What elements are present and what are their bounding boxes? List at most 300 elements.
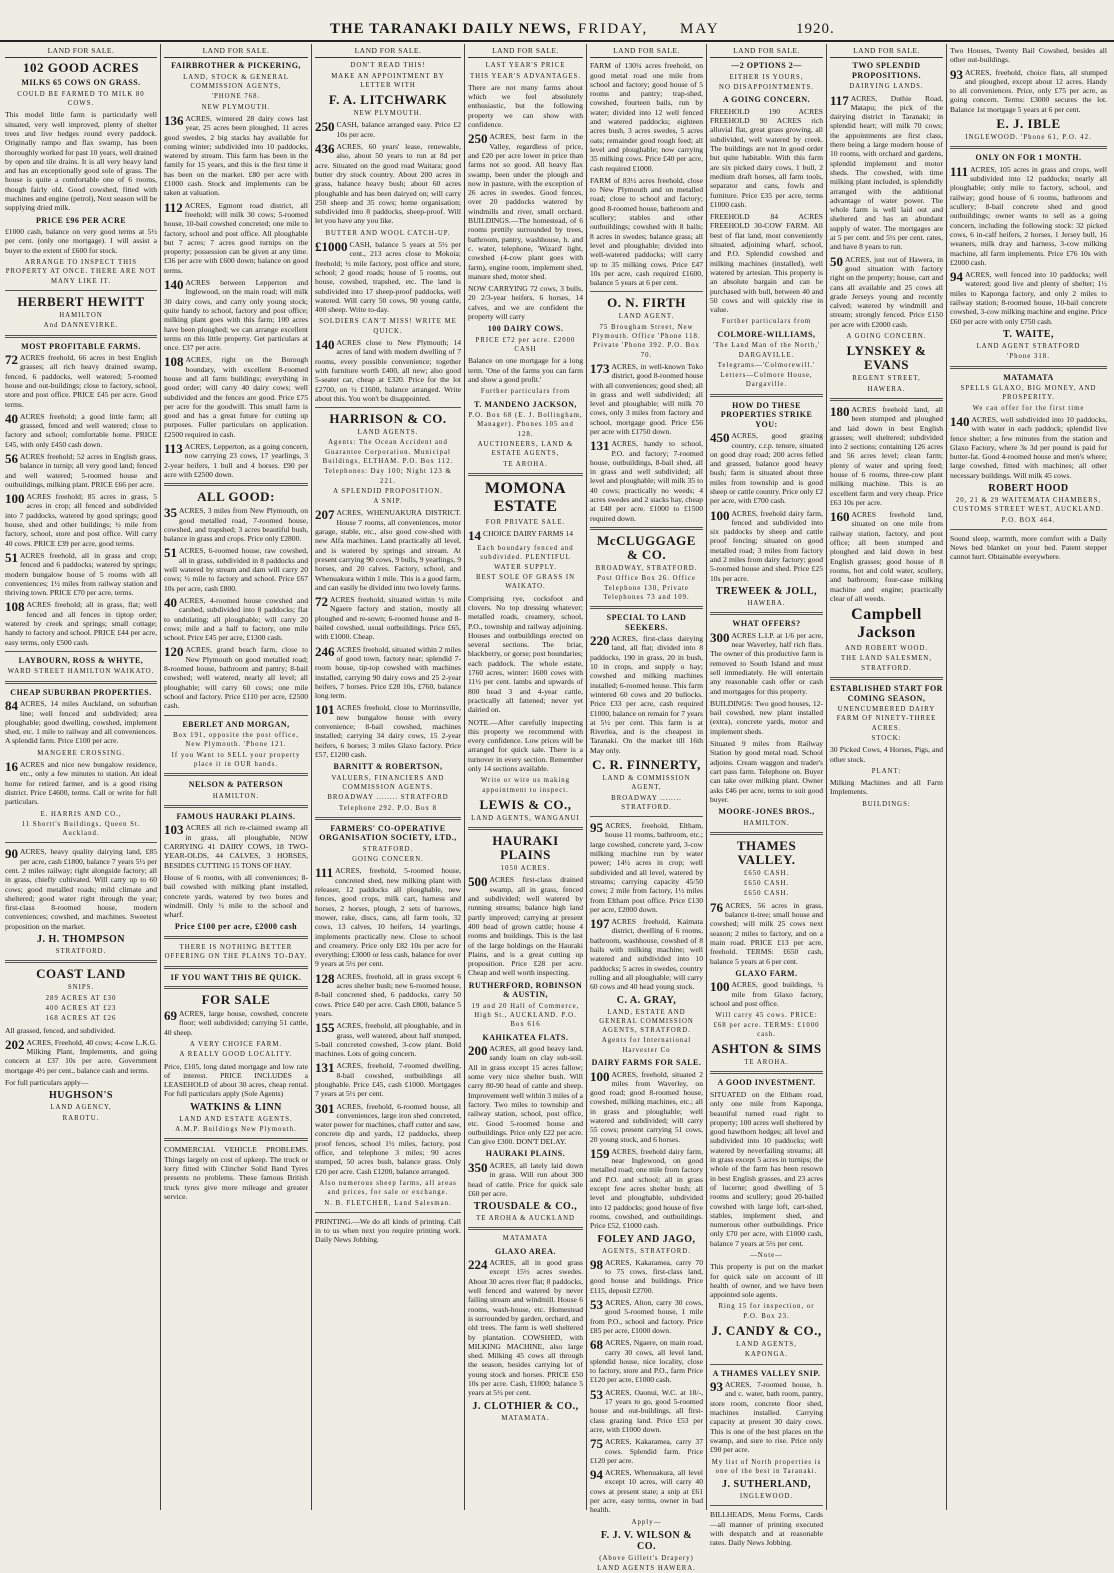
ad-separator: [950, 529, 1107, 530]
issue-year: 1920.: [796, 21, 835, 37]
advertiser-heading: 102 GOOD ACRES: [22, 60, 140, 76]
ad-separator: [590, 816, 703, 817]
caption-line: HAWERA.: [747, 599, 786, 607]
caption-line: If you Want to SELL your property place it in OUR hands.: [171, 751, 301, 768]
caption-line: STRATFORD.: [362, 845, 414, 853]
listing-text: ACRES, heavy quality dairying land, £85 per acre, cash £1800, balance 7 years 5½ per cent. 2 miles railway; right alongside factory; all in grass, chiefly cultivated. Will carry up to 60 cows; good metalled roads; mild climate and sheltered; good water right through the year; first-class 8-roomed house, modern conveniences; cowshed, and machines. Sweetest proposition on the market.: [5, 847, 157, 931]
ad-double-separator: [164, 936, 308, 939]
advertiser-heading: A GOING CONCERN.: [722, 95, 811, 105]
ad-double-separator: [590, 606, 703, 609]
advertiser-heading: HUGHSON'S: [49, 1090, 113, 1102]
acreage-figure: 350: [468, 1159, 488, 1175]
caption-line: A SPLENDID PROPOSITION.: [333, 487, 443, 495]
listing-ad: [5, 1038, 157, 1075]
caption-line: Box 191, opposite the post office, New Plymouth. 'Phone 121.: [173, 732, 299, 749]
listing-text: ACRES, freehold, all ploughable, and in grass, well watered, about half stumped, 5-bail concreted cowshed, 3-cow plant. Bold machines. Lots of going concern.: [315, 1021, 461, 1059]
acreage-figure: 111: [315, 865, 334, 881]
newspaper-title: THE TARANAKI DAILY NEWS,: [330, 21, 572, 37]
ad-separator: [5, 651, 157, 652]
listing-text: ACRES, Ngaere, on main road, carry 30 cows, all level land, splendid house, nice locality, close to factory, store and P.O., farm Price £120 per acre, £1000 cash.: [590, 1338, 703, 1385]
acreage-figure: 16: [5, 759, 18, 775]
caption-line: HAMILTON.: [743, 819, 790, 827]
acreage-figure: 76: [710, 899, 723, 915]
listing-ad: [590, 1388, 703, 1434]
listing-ad: [315, 645, 461, 701]
listing-text: ACRES, freehold, choice flats, all stumped and ploughed, except about 12 acres. Handy to all conveniences. Price, only £75 per acre, as going concern. Terms: £3000 secures the lot. Balance 1st mortgage 5 years at 6 per cent.: [950, 67, 1107, 114]
acreage-figure: 200: [468, 1043, 488, 1059]
listing-text: CASH, balance 5 years at 5½ per cent., 213 acres close to Mokoia; freehold; ½ mile factory, post office and store, school; 2 good roads; house of 5 rooms, out house, cowshed, trapshed, etc. The land is subdivided into 17 sheep-proof paddocks, well watered. Will carry 50 cows, 90 young cattle, 400 sheep. Write to-day.: [315, 240, 461, 315]
acreage-figure: 220: [590, 633, 610, 649]
acreage-figure: 500: [468, 874, 488, 890]
advertiser-heading: F. A. LITCHWARK: [328, 92, 448, 108]
listing-text: ACRES, in well-known Toko district, good 8-roomed house with all conveniences; good shed; all in grass and well subdivided; all level and ploughable; will milk 70 cows, only 3 miles from factory and school, mortgage good. Price £56 per acre with £1750 down.: [590, 361, 703, 436]
acreage-figure: 173: [590, 360, 610, 376]
advertiser-heading: C. A. GRAY,: [616, 994, 677, 1006]
advertiser-heading: ROBERT HOOD: [988, 482, 1069, 494]
issue-month: MAY: [680, 21, 720, 37]
listing-ad: [590, 1338, 703, 1384]
listing-text: CASH, balance arranged easy. Price £2 10s per acre.: [336, 120, 461, 139]
acreage-figure: 108: [5, 599, 25, 615]
caption-line: Further particulars from: [721, 318, 812, 326]
listing-text: BILLHEADS, Menu Forms, Cards—all manner of printing executed with despatch and at reasonable rates. Daily News Jobbing.: [710, 1510, 823, 1548]
masthead-rule: [0, 40, 1114, 42]
advertiser-heading: C. R. FINNERTY,: [592, 757, 701, 772]
listing-ad: [315, 1102, 461, 1176]
listing-ad: [590, 439, 703, 523]
caption-line: E. HARRIS AND CO.,: [40, 810, 122, 818]
listing-ad: [950, 46, 1107, 65]
caption-line: TE AROHA.: [503, 460, 548, 468]
acreage-figure: 95: [590, 820, 603, 836]
acreage-figure: 100: [710, 979, 730, 995]
caption-line: £650 CASH.: [743, 880, 790, 888]
listing-text: ACRES, 60 years' lease, renewable, also, about 50 years to run at 8d per acre. Situated on the good road Waitara; good butter dry stock country. About 200 acres in grass, balance heavy bush; about 60 acres ploughable and has been dairyed on; will carry 250 sheep and 35 cows; home organisation; subdivided into 8 paddocks, sheep-proof. Will let you have any you like.: [315, 142, 461, 226]
listing-ad: [5, 1026, 157, 1035]
caption-line: NO DISAPPOINTMENTS.: [719, 84, 814, 92]
listing-text: ACRES all rich re-claimed swamp all in grass, all ploughable, NOW CARRYING 41 DAIRY COWS, 18 TWO-YEAR-OLDS, 44 CALVES, 3 HORSES, BESIDES CUTTING 15 TONS OF HAY.: [164, 823, 308, 870]
listing-ad: [710, 980, 823, 1008]
caption-line: INGLEWOOD.: [739, 1493, 794, 1501]
listing-text: ACRES, Freehold, 40 cows; 4-cow L.K.G. Milking Plant, Implements, and going concern at £37 10s per acre. Government mortgage 4½ per cent., balance cash and terms.: [5, 1037, 157, 1075]
caption-line: Will carry 45 cows. PRICE: £68 per acre. TERMS: £1000 cash.: [713, 1012, 820, 1038]
advertiser-heading: ASHTON & SIMS: [711, 1041, 822, 1057]
ad-double-separator: [468, 473, 583, 476]
advertiser-heading: A THAMES VALLEY SNIP.: [712, 1368, 821, 1378]
listing-text: ACRES, freehold dairy farm, near Inglewood, on good metalled road; one mile from factory and P.O. and school; all in grass except few acres shelter bush; all level and ploughable, subdivided into 12 paddocks; good house of five rooms, cowshed, and outbuildings. Price £52, £1000 cash.: [590, 1146, 703, 1231]
listing-ad: [5, 1078, 157, 1087]
caption-line: £650 CASH.: [743, 890, 790, 898]
column-heading: LAND FOR SALE.: [590, 44, 703, 58]
listing-text: ACRES, all good heavy land, sandy loam on clay sub-soil. All in grass except 15 acres fallow; some very nice shelter bush. Will carry 80-90 head of cattle and sheep. Improvement well within 3 miles of a factory. Two miles to township and railway station, school, post office, etc. Good 5-roomed house and outbuildings. Price only £22 per acre. Can give £300. DON'T DELAY.: [468, 1044, 583, 1147]
acreage-figure: 93: [710, 1379, 723, 1395]
advertiser-heading: COLMORE-WILLIAMS,: [717, 329, 816, 339]
acreage-figure: 84: [5, 698, 18, 714]
listing-text: ACRES, freehold, situated 2 miles from Waverley, on good road; good 8-roomed house, cowshed, milking machines, etc.; all in grass and ploughable; well watered and subdivided; will carry 55 cows; present carrying 51 cows, 20 young stock, and 6 horses.: [590, 1069, 703, 1144]
listing-ad: [950, 270, 1107, 326]
listing-text: ACRES, right on the Borough boundary, with excellent 8-roomed house and all farm buildings; everything in good order; will carry 40 dairy cows; well subdivided and the fences are good. Price £75 per acre for the goodwill. This small farm is good and has a great future for cutting up purposes. Fuller particulars on application. £2500 required in cash.: [164, 355, 308, 439]
acreage-figure: 246: [315, 643, 335, 659]
caption-line: LAND & COMMISSION AGENT,: [602, 775, 691, 792]
listing-text: ACRES freehold; 85 acres in grass, 5 acres in crop; all fenced and subdivided into 7 paddocks, watered by good springs; good house, shed and other buildings; ½ mile from factory, school, store and post office. Will carry 40 cows. PRICE £39 per acre, good terms.: [5, 492, 157, 548]
caption-line: UNENCUMBERED DAIRY FARM OF NINETY-THREE ACRES.: [836, 706, 937, 732]
caption-line: LAND AGENCY,: [50, 1104, 112, 1112]
listing-text: ACRES, Duthie Road, Matapu; the pick of the dairying district in Taranaki; in splendid heart; will milk 70 cows; the appointments are first class, there being a large modern house of 10 rooms, with orchard and gardens, splendid implement and motor sheds. The cowshed, with time milking plant included, is splendidly arranged with the additional advantage of water power. The whole farm is well laid out and sheltered and has an abundant supply of water. The mortgages are at 5 per cent. and 5½ per cent. rates, and have 8 years to run.: [830, 93, 943, 252]
ad-double-separator: [315, 817, 461, 820]
listing-text: ACRES, Egmont road district, all freehold; will milk 30 cows; 5-roomed house, 10-bail cowshed concreted; one mile to factory, school and post office. All ploughable but 7 acres; 7 acres good turnips on the property; possession can be given at any time. £36 per acre with £600 down; balance on good terms.: [164, 200, 308, 275]
acreage-figure: 94: [950, 269, 963, 285]
listing-text: Balance on one mortgage for a long term. 'One of the farms you can farm and show a good profit.': [468, 356, 583, 384]
caption-line: Ring 15 for inspection, or P.O. Box 23.: [718, 1303, 815, 1320]
listing-text: BUILDINGS: Two good houses, 12-bail cowshed, new plant installed (extra), concrete yards, motor and implement sheds.: [710, 698, 823, 736]
listing-text: ACRES, Lepperton, as a going concern, now carrying 23 cows, 17 yearlings, 3 2-year heifers, 1 bull and 4 horses. £90 per acre with £2500 down.: [164, 442, 308, 479]
caption-line: NEW PLYMOUTH.: [353, 110, 423, 118]
listing-text: ACRES, well fenced into 10 paddocks; well watered; good live and plenty of shelter; 1½ miles to Kaponga factory, and only 2 miles to railway station; 8-roomed house, 10-bail concrete cowshed, 3-cow milking machine and engine. Price £60 per acre with only £750 cash.: [950, 270, 1107, 326]
listing-ad: [468, 1258, 583, 1397]
listing-text: ACRES freehold; all in grass, flat; well fenced and all fences in tiptop order; watered by creek and springs; small cottage; handy to factory and school. PRICE £44 per acre, easy terms, only £500 cash.: [5, 600, 157, 647]
acreage-figure: 101: [315, 702, 335, 718]
advertiser-heading: HOW DO THESE PROPERTIES STRIKE YOU:: [720, 400, 813, 429]
column-heading: LAND FOR SALE.: [5, 44, 157, 58]
advertiser-heading: GLAXO FARM.: [735, 968, 798, 978]
listing-ad: [950, 165, 1107, 267]
acreage-figure: 111: [950, 163, 969, 179]
advertiser-heading: EBERLET AND MORGAN,: [182, 719, 290, 729]
listing-ad: [590, 917, 703, 991]
listing-ad: [468, 594, 583, 715]
caption-line: FOR PRIVATE SALE.: [485, 518, 566, 526]
listing-ad: [710, 431, 823, 505]
listing-text: ACRES between Lepperton and Inglewood, on the main road; will milk 30 dairy cows, and carry only young stock; quite handy to school, factory and post office; milking plant goes with this farm; 100 acres have been ploughed; we can arrange excellent terms on this little property. Get particulars at once. £37 per acre.: [164, 278, 308, 353]
ad-double-separator: [830, 398, 943, 401]
listing-ad: [950, 415, 1107, 480]
caption-line: Agents for International Harvester Co: [601, 1037, 692, 1054]
advertiser-heading: 100 DAIRY COWS.: [487, 324, 564, 334]
caption-line: P.O. BOX 464.: [1001, 516, 1056, 524]
acreage-figure: 450: [710, 430, 730, 446]
caption-line: LAND AGENT STRATFORD: [976, 342, 1081, 350]
column-1: [2, 44, 160, 1510]
acreage-figure: 140: [950, 413, 970, 429]
advertiser-heading: J. CLOTHIER & CO.,: [472, 1400, 579, 1412]
caption-line: LAST YEAR'S PRICE: [485, 62, 566, 70]
ad-double-separator: [710, 612, 823, 615]
listing-ad: [710, 1510, 823, 1547]
advertiser-heading: COAST LAND: [36, 966, 126, 982]
ad-separator: [5, 290, 157, 291]
listing-text: Situated 9 miles from Railway Station by good metal road. School adjoins. Cream waggon and trader's cart pass farm. Telephone on. Buyer can take over milking plant. Owner asks £46 per acre, terms to suit good buyer.: [710, 739, 823, 804]
caption-line: —Note—: [750, 1251, 783, 1259]
caption-line: Agents: The Ocean Accident and Guarantee Corporation. Municipal Buildings, ELTHAM. P.O. Box 112.: [322, 439, 454, 465]
listing-text: ACRES, Whenuakura, all level except 10 acres, will carry 40 cows at present state; a snip at £61 per acre, easy terms, owner in bad health.: [590, 1468, 703, 1515]
advertiser-heading: MOMONA ESTATE: [484, 479, 567, 515]
caption-line: LAND AND ESTATE AGENTS.: [179, 1115, 293, 1123]
listing-text: ACRES, handy to school, P.O. and factory; 7-roomed house, outbuildings, 8-bail shed, all in grass and well subdivided; all level and ploughable; will milk 35 to 40 cows; practically no weeds; 4 acres swedes and 2 stacks hay, cheap at £48 per acre. £1000 to £1500 required down.: [590, 439, 703, 523]
listing-text: ACRES, best farm in the Valley, regardless of price, and £20 per acre lower in price than farms not so good. All heavy flax swamp, been under the plough and now in pasture, with the exception of 26 acres in swedes. Good fences, over 20 paddocks watered by windmills and river, small orchard. BUILDINGS.—The homestead, of 6 rooms prettily surrounded by trees, bathroom, pantry, washhouse, h. and c. water, telephone, 'Wizard' light, cowshed (4-cow plant goes with farm), engine room, implement shed, manure shed, motor shed.: [468, 132, 583, 281]
listing-text: ACRES close to New Plymouth; 14 acres of land with modern dwelling of 7 rooms, every possible convenience; together with furniture worth £400, all new; also good 5-seater car, cheap at £320. Price for the lot £2700, on ½ £1600, balance arranged. Write about this. You won't be disappointed.: [315, 338, 461, 403]
caption-line: VALUERS, FINANCIERS AND COMMISSION AGENTS.: [331, 774, 445, 791]
caption-line: BROADWAY ........ STRATFORD.: [611, 794, 682, 811]
advertiser-heading: TREWEEK & JOLL,: [715, 585, 818, 597]
advertiser-heading: Price £100 per acre, £2000 cash: [174, 922, 298, 932]
caption-line: Telephone 292. P.O. Box 8: [339, 804, 437, 812]
caption-line: LAND, STOCK & GENERAL COMMISSION AGENTS,: [183, 73, 289, 91]
listing-text: ACRES, Oaonui, W.C. at 18/-, 17 years to go, good 5-roomed house and out-buildings, all first-class grazing land. Price £53 per acre, with £1000 down.: [590, 1387, 703, 1434]
listing-ad: [315, 338, 461, 403]
advertiser-heading: ESTABLISHED START FOR COMING SEASON,: [830, 684, 943, 703]
listing-text: ACRES, 14 miles Auckland, on suburban line; well fenced and subdivided; area ploughable; good dwelling, cowshed, implement shed, etc. 1 mile to railway and all conveniences. A splendid farm. Price £100 per acre.: [5, 699, 157, 746]
caption-line: 168 ACRES AT £26: [45, 1015, 117, 1023]
listing-text: ACRES freehold; 52 acres in English grass, balance in turnip; all very good land; fenced and well watered; 5-roomed house and outbuildings, milking plant. PRICE £66 per acre.: [5, 452, 157, 489]
advertiser-heading: THAMES VALLEY.: [736, 837, 797, 867]
listing-ad: [5, 353, 157, 409]
listing-ad: [164, 645, 308, 710]
caption-line: AGENTS, STRATFORD.: [602, 1247, 691, 1255]
listing-ad: [5, 452, 157, 489]
listing-text: ACRES freehold, situated within ½ mile Ngaere factory and station, mostly all ploughed and re-sown; 6-roomed house and 8-bailed cowshed, usual outbuildings. Price £65, with £1000. Cheap.: [315, 595, 461, 642]
acreage-figure: 103: [164, 822, 184, 838]
listing-ad: [164, 823, 308, 869]
acreage-figure: 202: [5, 1036, 25, 1052]
acreage-figure: 69: [164, 1008, 177, 1024]
advertiser-heading: PRICE £96 PER ACRE: [35, 215, 127, 225]
ad-double-separator: [164, 483, 308, 486]
acreage-figure: 40: [5, 410, 18, 426]
caption-line: LAND AGENTS HAWERA.: [597, 1565, 696, 1573]
caption-line: REGENT STREET,: [852, 375, 921, 383]
listing-ad: [468, 132, 583, 281]
listing-ad: [710, 1262, 823, 1299]
listing-text: £1000 cash, balance on very good terms at 5½ per cent. (only one mortgage). I will assist a buyer to the extent of £600 for stock.: [5, 227, 157, 255]
listing-ad: [710, 1090, 823, 1248]
listing-text: FARM of 130¼ acres freehold, on good metal road one mile from school and factory; good house of 5 rooms and pantry; trap-shed, cowshed, fourteen bails, run by water; divided into 12 well fenced and watered paddocks; eighteen acres bush, 3 acres swedes, 5 acres oats; remainder good rough feed; all level and ploughable; now carrying 35 milking cows. Price £40 per acre, cash required £1000.: [590, 61, 703, 173]
listing-text: ACRES, 6-roomed house, raw cowshed, all in grass, subdivided in 8 paddocks and well watered by stream and dam will carry 20 cows; ½ mile to factory and school. Price £67 10s per acre, cash £800.: [164, 546, 308, 593]
advertiser-heading: J. CANDY & CO.,: [711, 1323, 822, 1339]
listing-ad: [590, 1070, 703, 1144]
listing-ad: [164, 442, 308, 479]
listing-ad: [468, 1161, 583, 1198]
listing-ad: [590, 1147, 703, 1231]
caption-line: £650 CASH.: [743, 869, 790, 877]
caption-line: HAWERA.: [867, 385, 906, 393]
listing-ad: [590, 1468, 703, 1514]
acreage-figure: 117: [830, 92, 849, 108]
column-3: [312, 44, 464, 1510]
ad-separator: [5, 842, 157, 843]
column-heading: LAND FOR SALE.: [830, 44, 943, 58]
advertiser-heading: WATKINS & LINN: [190, 1101, 282, 1113]
listing-text: ACRES, first-class dairying land, all flat; divided into 8 paddocks, 190 in grass, 20 in bush, 10 in crops, and supply o hay; cowshed and milking machines installed; 6-roomed house. This farm wintered 60 cows and 20 bullocks. Price £33 per acre, cash required £1000, balance on remain for 7 years at 5½ per cent. This farm is at Riverlea, and is the cheapest in Taranaki. On the market till 16th May only.: [590, 634, 703, 755]
listing-text: ACRES freehold, Kaimata district, dwelling of 6 rooms, bathroom, washhouse, cowshed of 8 bails with milking machine; well watered and subdivided into 10 paddocks; 5 acres in swedes, country rolling and all ploughable; will carry 60 cows and 40 head young stock.: [590, 917, 703, 992]
caption-line: 75 Brougham Street, New Plymouth. Office 'Phone 118. Private 'Phone 392. P.O. Box 70.: [592, 323, 701, 359]
listing-ad: [315, 142, 461, 226]
acreage-figure: 113: [164, 441, 183, 457]
caption-line: Telegrams—'Colmorewill.': [717, 361, 816, 369]
issue-day: FRIDAY,: [578, 21, 649, 37]
advertiser-heading: FARMERS' CO-OPERATIVE ORGANISATION SOCIETY, LTD.,: [319, 823, 457, 843]
ad-double-separator: [164, 773, 308, 776]
ad-double-separator: [164, 805, 308, 808]
listing-text: ACRES, 3 miles from New Plymouth, on good metalled road, 7-roomed house, cowshed, and trapshed; 3 acres beautiful bush, balance in grass and crops. Price only £2800.: [164, 506, 308, 544]
listing-ad: [468, 284, 583, 321]
listing-ad: [315, 972, 461, 1018]
listing-ad: [590, 1298, 703, 1335]
listing-text: ACRES, wintered 28 dairy cows last year, 25 acres been ploughed, 11 acres good swedes, 2 big stacks hay available for coming winter; subdivided into 10 paddocks, watered by stream. This farm has been in the family for 15 years, and this is the first time it has been on the market. £80 per acre with £1000 cash. Stock and implements can be taken at valuation.: [164, 113, 308, 198]
listing-text: ACRES, freehold, 5-roomed house, concreted shed, new milking plant with releaser, 12 paddocks all ploughable, new fences, good crops, milk cart, harness and horses, 2 horses, plough, 2 sets of harrows, mower, rake, discs, cans, all farm tools, 32 cows, 13 calves, 10 heifers, 14 yearlings, implements practically new. Close to school and creamery. Price only £82 10s per acre for everything; £3000 or less cash, balance for over 9 years at 5½ per cent.: [315, 866, 461, 969]
caption-line: Write or wire us making appointment to inspect.: [480, 777, 571, 794]
ad-double-separator: [710, 1071, 823, 1074]
acreage-figure: £1000: [315, 239, 348, 255]
advertiser-heading: MOST PROFITABLE FARMS.: [21, 341, 141, 351]
listing-ad: [950, 534, 1107, 562]
column-heading: LAND FOR SALE.: [164, 44, 308, 58]
column-heading: LAND FOR SALE.: [710, 44, 823, 58]
acreage-figure: 14: [468, 528, 481, 544]
caption-line: BUILDINGS:: [862, 800, 911, 808]
listing-ad: [315, 508, 461, 592]
listing-ad: [950, 68, 1107, 114]
acreage-figure: 112: [164, 199, 183, 215]
listing-text: NOTE.—After carefully inspecting this property we recommend with every confidence. Low prices will be arranged for quick sale. There is a turnover in every section. Remember only 14 sections available.: [468, 717, 583, 773]
acreage-figure: 180: [830, 403, 850, 419]
listing-text: Milking Machines and all Farm Implements.: [830, 778, 943, 797]
acreage-figure: 68: [590, 1337, 603, 1353]
advertiser-heading: HAURAKI PLAINS.: [485, 1149, 566, 1159]
advertiser-heading: Campbell Jackson: [851, 606, 922, 642]
caption-line: HAMILTON.: [212, 792, 260, 800]
caption-line: Also numerous sheep farms, all areas and prices, for sale or exchange.: [319, 1179, 457, 1197]
listing-text: ACRES, freehold dairy farm, fenced and subdivided into six paddocks by sheep and cattle proof fencing; situated on good metalled road; 3 miles from factory and 2 miles from dairy factory; good 5-roomed house and shed. Price £25 10s per acre.: [710, 508, 823, 583]
caption-line: LAND AGENTS.: [357, 429, 419, 437]
acreage-figure: 136: [164, 112, 184, 128]
listing-ad: [590, 634, 703, 755]
advertiser-heading: GLAXO AREA.: [494, 1246, 557, 1256]
caption-line: MANGERE CROSSING.: [37, 749, 125, 757]
ad-double-separator: [164, 986, 308, 989]
listing-ad: [468, 528, 583, 544]
listing-ad: [315, 703, 461, 759]
column-4: [465, 44, 586, 1510]
listing-ad: [830, 510, 943, 603]
acreage-figure: 53: [590, 1297, 603, 1313]
listing-text: ACRES first-class drained swamp, all in grass, fenced and subdivided; well watered by running streams; balance high land partly improved; carrying at present 400 head of grown cattle; house 4 rooms and buildings. This is the last of the large holdings on the Hauraki Plains, and is a great cutting up proposition. Price £28 per acre. Cheap and well worth inspecting.: [468, 875, 583, 978]
advertiser-heading: FAMOUS HAURAKI PLAINS.: [176, 811, 296, 821]
listing-text: ACRES freehold, all in grass and crop; fenced and 6 paddocks; watered by springs; modern bungalow house of 5 rooms with all conveniences; 1½ miles from railway station and thriving town. PRICE £70 per acre, terms.: [5, 550, 157, 598]
advertiser-heading: FOLEY AND JAGO,: [597, 1233, 696, 1245]
listing-ad: [5, 699, 157, 745]
masthead: [0, 0, 1114, 40]
listing-ad: [830, 745, 943, 764]
caption-line: LAND AGENTS, WANGANUI: [471, 814, 580, 822]
ad-double-separator: [5, 335, 157, 338]
advertiser-heading: RUTHERFORD, ROBINSON & AUSTIN,: [468, 980, 583, 1000]
caption-line: TE AROHA.: [744, 1059, 789, 1067]
caption-line: My list of North properties is one of the best in Taranaki.: [711, 1458, 822, 1475]
listing-ad: [590, 821, 703, 914]
advertiser-heading: TROUSDALE & CO.,: [473, 1201, 578, 1213]
caption-line: A REALLY GOOD LOCALITY.: [179, 1051, 293, 1059]
caption-line: NEW PLYMOUTH.: [201, 103, 271, 111]
advertiser-heading: DAIRY FARMS FOR SALE.: [591, 1058, 702, 1068]
classified-page: [2, 44, 1112, 1573]
advertiser-heading: J. SUTHERLAND,: [722, 1479, 811, 1491]
ad-double-separator: [5, 960, 157, 963]
acreage-figure: 94: [590, 1467, 603, 1483]
advertiser-heading: HAURAKI PLAINS: [492, 833, 559, 863]
acreage-figure: 72: [315, 594, 328, 610]
listing-ad: [590, 1437, 703, 1465]
acreage-figure: 100: [5, 491, 25, 507]
advertiser-heading: CHEAP SUBURBAN PROPERTIES.: [10, 687, 152, 697]
listing-ad: [590, 176, 703, 288]
advertiser-heading: LEWIS & CO.,: [479, 796, 572, 812]
caption-line: INGLEWOOD. 'Phone 61, P.O. 42.: [965, 134, 1092, 142]
caption-line: SNIPS.: [67, 984, 95, 992]
column-6: [707, 44, 826, 1548]
listing-ad: [710, 699, 823, 736]
caption-line: GOING CONCERN.: [352, 856, 424, 864]
caption-line: A VERY CHOICE FARM.: [189, 1040, 283, 1048]
caption-line: P.O. Box 68 (E. J. Bollingham, Manager). Phones 105 and 128.: [468, 412, 583, 438]
caption-line: And DANNEVIRKE.: [43, 322, 119, 330]
caption-line: DON'T READ THIS!: [350, 62, 426, 70]
caption-line: WARD STREET HAMILTON WAIKATO.: [7, 668, 155, 676]
listing-text: House of 6 rooms, with all conveniences; 8-bail cowshed with milking plant installed, concrete yards, watered by two bores and windmill. Only ½ mile to the school and wharf.: [164, 872, 308, 920]
caption-line: 289 ACRES AT £30: [45, 994, 117, 1002]
listing-text: All grassed, fenced, and subdivided.: [5, 1025, 116, 1035]
listing-ad: [830, 94, 943, 252]
listing-ad: [5, 600, 157, 646]
caption-line: LAND AGENT.: [618, 313, 675, 321]
acreage-figure: 53: [590, 1386, 603, 1402]
listing-text: ACRES, 7-roomed house, h. and c. water, bath room, pantry, store room, concrete floor shed, machines installed. Carrying capacity at present 30 dairy cows. This is one of the best places on the swamp, and sure to rise. Price only £90 per acre.: [710, 1380, 823, 1455]
listing-ad: [315, 595, 461, 641]
acreage-figure: 140: [164, 277, 184, 293]
listing-text: PRINTING.—We do all kinds of printing. Call in to us when next you require printing work. Daily News Jobbing.: [315, 1216, 461, 1245]
acreage-figure: 131: [315, 1060, 335, 1076]
caption-line: 1050 ACRES.: [500, 865, 551, 873]
ad-double-separator: [830, 677, 943, 680]
caption-line: (Above Gillett's Drapery): [599, 1554, 694, 1562]
caption-line: LAND, ESTATE AND GENERAL COMMISSION AGENTS, STRATFORD.: [599, 1008, 694, 1035]
advertiser-heading: J. H. THOMPSON: [37, 934, 125, 946]
caption-line: MATAMATA: [502, 1235, 549, 1243]
advertiser-heading: T. WAITE,: [1002, 328, 1055, 340]
advertiser-heading: IF YOU WANT THIS BE QUICK.: [170, 972, 302, 982]
acreage-figure: 197: [590, 916, 610, 932]
listing-text: ACRES and nice new bungalow residence, etc., only a few minutes to station. An ideal home for retired farmer, and is a good rising district. Price £4600, terms. Call or write for full particulars.: [5, 760, 157, 807]
acreage-figure: 51: [5, 549, 18, 565]
listing-text: FARM of 83½ acres freehold, close to New Plymouth and on metalled road; close to school and factory; good 8-roomed house, bathroom and scullery; stables and other outbuildings; cowshed with 8 bails; 8 acres in swedes; balance grass; all level and ploughable; divided into well-watered paddocks; will carry up to 35 milking cows. Price £47 10s per acre, cash required £1600, balance 5 years at 6 per cent.: [590, 175, 703, 288]
listing-ad: [315, 1217, 461, 1245]
ad-double-separator: [950, 146, 1107, 149]
caption-line: THERE IS NOTHING BETTER OFFERING ON THE PLAINS TO-DAY.: [164, 943, 308, 961]
column-heading: LAND FOR SALE.: [315, 44, 461, 58]
ad-separator: [315, 1212, 461, 1213]
advertiser-heading: BARNITT & ROBERTSON,: [333, 762, 443, 772]
listing-text: ACRES freehold, situated within 2 miles of good town, factory near; splendid 7-room house, tip-top cowshed with machines installed, carrying 90 dairy cows and 25 2-year heifers, 7 horses. Price £28 10s, £760, balance long term.: [315, 644, 461, 701]
caption-line: MAKE AN APPOINTMENT BY LETTER WITH: [331, 72, 445, 89]
listing-text: Comprising rye, cocksfoot and clovers. No top dressing whatever; metalled roads, creamery, school, P.O., township and railway adjoining. Houses and outbuildings erected on several sections. The briar, blackberry, or gorse; post boundaries; each paddock. The whole estate, 1760 acres, winter: 1600 cows with 11½ per cent. lambs and upwards of 800 head 3 and 4-year cattle, practically all fattened; never yet dairied on.: [468, 593, 583, 715]
acreage-figure: 140: [315, 337, 335, 353]
acreage-figure: 224: [468, 1257, 488, 1273]
caption-line: 'PHONE 768.: [211, 93, 261, 101]
listing-ad: [830, 405, 943, 507]
listing-text: ACRES, all lately laid down in grass. Will run about 300 head of cattle. Price for quick sale £60 per acre.: [468, 1160, 583, 1198]
listing-text: ACRES freehold land, situated on one mile from railway station, factory, and post office; all been stumped and ploughed and laid down in best English grasses; good house of 8 rooms, hot and cold water, scullery, and bathroom; four-case milking machine and engine; practically clear of all weeds.: [830, 510, 943, 603]
listing-ad: [164, 873, 308, 919]
caption-line: A SNIP.: [373, 498, 403, 506]
